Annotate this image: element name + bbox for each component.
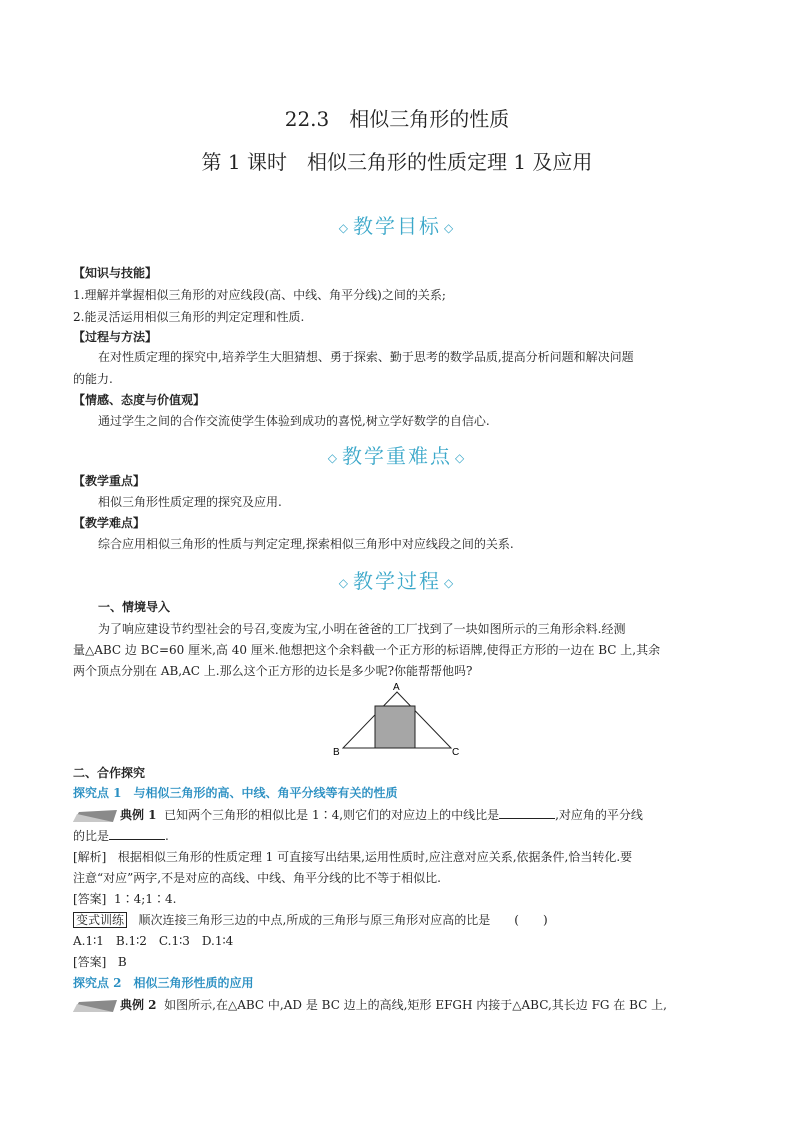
diamond-icon: ◇ [327,450,339,465]
square-sign [375,706,415,748]
example-banner-icon [73,810,117,822]
example-2: 典例 2 如图所示,在△ABC 中,AD 是 BC 边上的高线,矩形 EFGH 内接于△ABC,其长边 FG 在 BC 上, [73,994,733,1016]
section-heading-keypoints: ◇ 教学重难点 ◇ [327,444,467,468]
knowledge-item-2: 2.能灵活运用相似三角形的判定定理和性质. [73,310,305,324]
explore-point-2: 探究点 2 相似三角形性质的应用 [73,976,254,990]
difficulty-text: 综合应用相似三角形的性质与判定定理,探索相似三角形中对应线段之间的关系. [98,537,514,551]
example-1-cont: 的比是 . [73,825,733,847]
method-text-2: 的能力. [73,372,113,386]
knowledge-heading: 【知识与技能】 [73,266,158,280]
answer-blank [109,826,165,840]
vertex-label-b: B [333,747,340,758]
intro-heading: 一、情境导入 [98,600,171,614]
diamond-icon: ◇ [455,450,467,465]
analysis-1: [解析] 根据相似三角形的性质定理 1 可直接写出结果,运用性质时,应注意对应关系,依据条件,恰当转化.要 [73,850,633,864]
analysis-2: 注意“对应”两字,不是对应的高线、中线、角平分线的比不等于相似比. [73,871,441,885]
variant-options: A.1∶1 B.1∶2 C.1∶3 D.1∶4 [73,934,234,948]
page-subtitle: 第 1 课时 相似三角形的性质定理 1 及应用 [201,150,593,174]
diamond-icon: ◇ [444,220,456,235]
keypoint-heading: 【教学重点】 [73,474,146,488]
page-title: 22.3 相似三角形的性质 [284,107,510,131]
intro-text-1: 为了响应建设节约型社会的号召,变废为宝,小明在爸爸的工厂找到了一块如图所示的三角形余料.经测 [98,622,626,636]
variant-training: 变式训练 顺次连接三角形三边的中点,所成的三角形与原三角形对应高的比是 ( ) [73,909,733,931]
example-banner-icon [73,1000,117,1012]
diamond-icon: ◇ [444,575,456,590]
answer-1: [答案] 1∶4;1∶4. [73,892,177,906]
emotion-heading: 【情感、态度与价值观】 [73,393,206,407]
variant-badge: 变式训练 [73,912,127,928]
answer-2: [答案] B [73,955,127,969]
method-text-1: 在对性质定理的探究中,培养学生大胆猜想、勇于探索、勤于思考的数学品质,提高分析问题和解决问题 [98,350,634,364]
explore-point-1: 探究点 1 与相似三角形的高、中线、角平分线等有关的性质 [73,786,398,800]
diamond-icon: ◇ [338,575,350,590]
emotion-text: 通过学生之间的合作交流使学生体验到成功的喜悦,树立学好数学的自信心. [98,414,490,428]
difficulty-heading: 【教学难点】 [73,516,146,530]
intro-text-3: 两个顶点分别在 AB,AC 上.那么这个正方形的边长是多少呢?你能帮帮他吗? [73,664,473,678]
cooperation-heading: 二、合作探究 [73,766,146,780]
intro-text-2: 量△ABC 边 BC=60 厘米,高 40 厘米.他想把这个余料截一个正方形的标语牌,使得正方形的一边在 BC 上,其余 [73,643,661,657]
section-heading-process: ◇ 教学过程 ◇ [338,569,456,593]
section-heading-goals: ◇ 教学目标 ◇ [338,214,456,238]
diamond-icon: ◇ [338,220,350,235]
keypoint-text: 相似三角形性质定理的探究及应用. [98,495,282,509]
answer-blank [499,805,555,819]
knowledge-item-1: 1.理解并掌握相似三角形的对应线段(高、中线、角平分线)之间的关系; [73,288,446,302]
triangle-figure [325,680,465,758]
example-1: 典例 1 已知两个三角形的相似比是 1∶4,则它们的对应边上的中线比是 ,对应角的平分线 [73,804,733,826]
vertex-label-a: A [393,682,400,693]
method-heading: 【过程与方法】 [73,330,158,344]
vertex-label-c: C [452,747,460,758]
